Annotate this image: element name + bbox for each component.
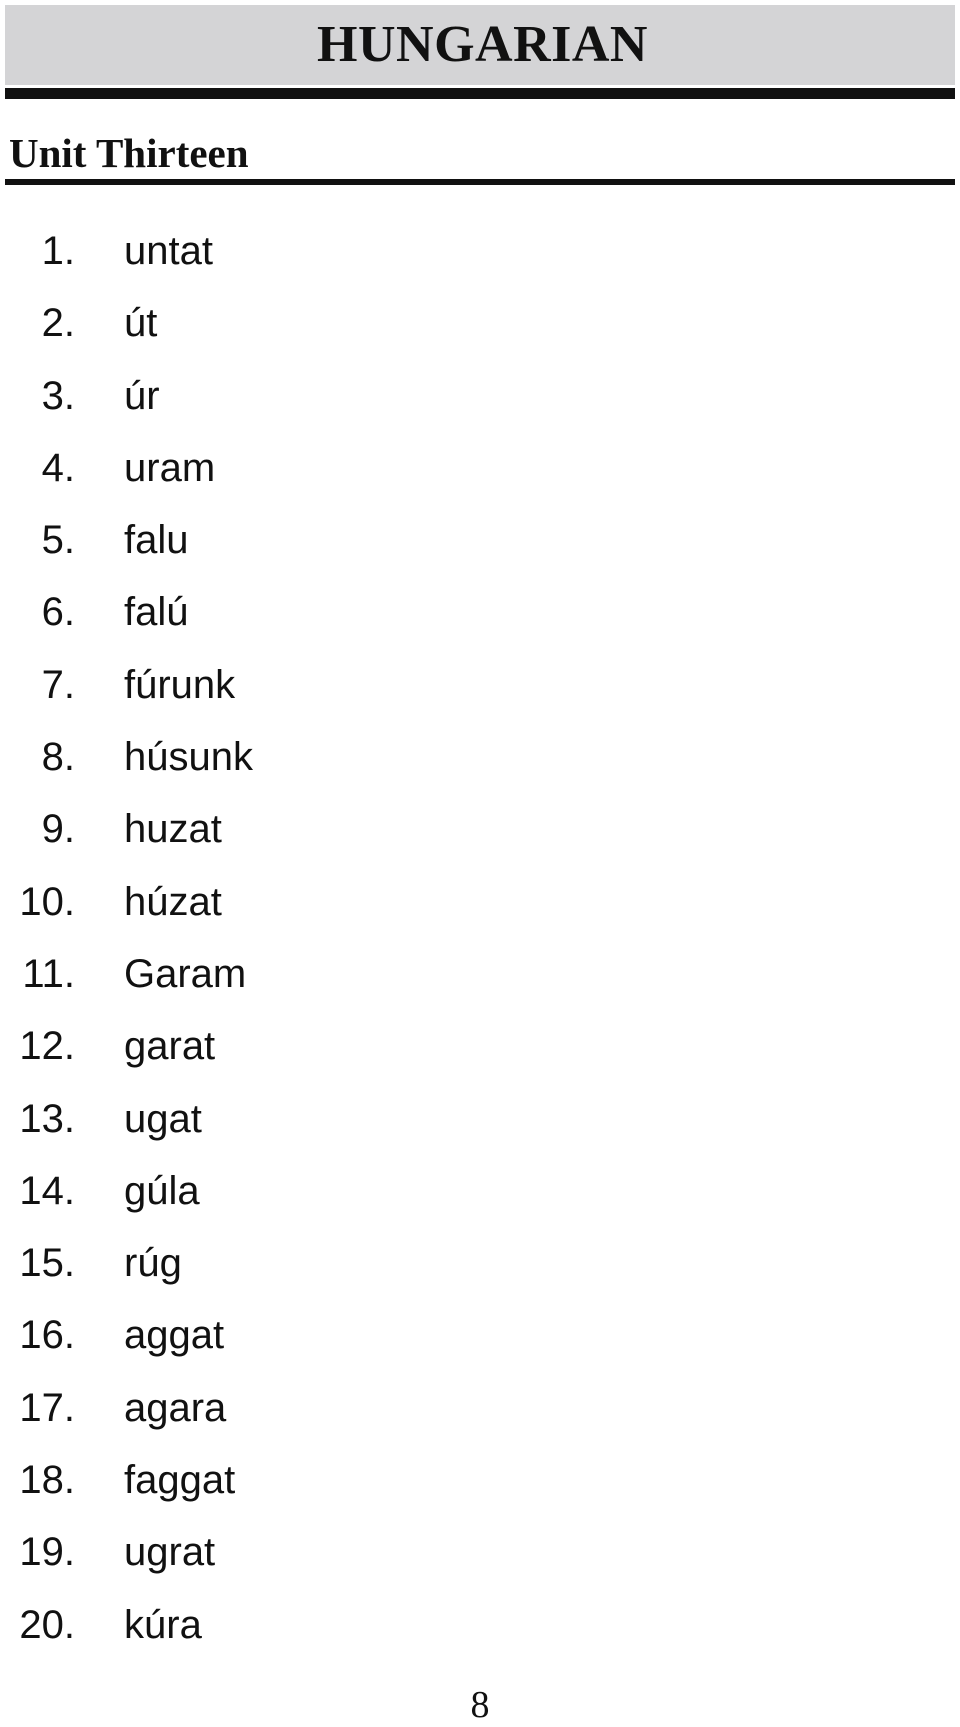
item-number: 12. (19, 1024, 75, 1069)
list-item (0, 226, 600, 298)
item-word: Garam (124, 951, 247, 996)
unit-divider (5, 179, 955, 185)
item-word: garat (124, 1024, 216, 1069)
list-item (0, 371, 600, 443)
list-item (0, 1166, 600, 1238)
item-word: aggat (124, 1313, 225, 1358)
item-word: út (124, 301, 158, 346)
item-number: 5. (41, 518, 75, 563)
list-item (0, 515, 600, 587)
list-item (0, 1527, 600, 1599)
item-word: rúg (124, 1241, 182, 1286)
item-word: faggat (124, 1458, 236, 1503)
item-number: 19. (19, 1530, 75, 1575)
list-item (0, 660, 600, 732)
item-number: 17. (19, 1385, 75, 1430)
item-word: húsunk (124, 735, 253, 780)
item-number: 9. (41, 807, 75, 852)
list-item (0, 1021, 600, 1093)
list-item (0, 587, 600, 659)
title-divider (5, 88, 955, 99)
item-word: gúla (124, 1168, 200, 1213)
item-word: falu (124, 518, 189, 563)
title-bar (5, 5, 955, 85)
item-word: húzat (124, 879, 222, 924)
item-number: 4. (41, 445, 75, 490)
list-item (0, 298, 600, 370)
item-word: ugat (124, 1096, 202, 1141)
word-list (0, 226, 600, 1672)
list-item (0, 1094, 600, 1166)
list-item (0, 1600, 600, 1672)
list-item (0, 1310, 600, 1382)
page-number: 8 (470, 1684, 490, 1726)
list-item (0, 443, 600, 515)
item-number: 14. (19, 1168, 75, 1213)
item-number: 16. (19, 1313, 75, 1358)
list-item (0, 804, 600, 876)
list-item (0, 1455, 600, 1527)
item-number: 13. (19, 1096, 75, 1141)
list-item (0, 877, 600, 949)
item-number: 1. (41, 229, 75, 273)
unit-heading: Unit Thirteen (9, 130, 249, 176)
item-number: 18. (19, 1458, 75, 1503)
item-number: 8. (41, 735, 75, 780)
item-word: agara (124, 1385, 227, 1430)
list-item (0, 1383, 600, 1455)
item-number: 20. (19, 1602, 75, 1647)
item-word: ugrat (124, 1530, 216, 1575)
item-number: 15. (19, 1241, 75, 1286)
item-number: 6. (41, 590, 75, 635)
page-title: HUNGARIAN (317, 16, 648, 73)
item-number: 3. (41, 373, 75, 418)
item-word: huzat (124, 807, 222, 852)
list-item (0, 1238, 600, 1310)
item-word: untat (124, 229, 213, 273)
item-word: fúrunk (124, 662, 236, 707)
list-item (0, 732, 600, 804)
item-number: 10. (19, 879, 75, 924)
item-word: uram (124, 445, 216, 490)
item-number: 2. (41, 301, 75, 346)
item-word: falú (124, 590, 189, 635)
list-item (0, 949, 600, 1021)
item-number: 11. (22, 951, 75, 996)
item-word: kúra (124, 1602, 202, 1647)
item-number: 7. (41, 662, 75, 707)
item-word: úr (124, 373, 160, 418)
